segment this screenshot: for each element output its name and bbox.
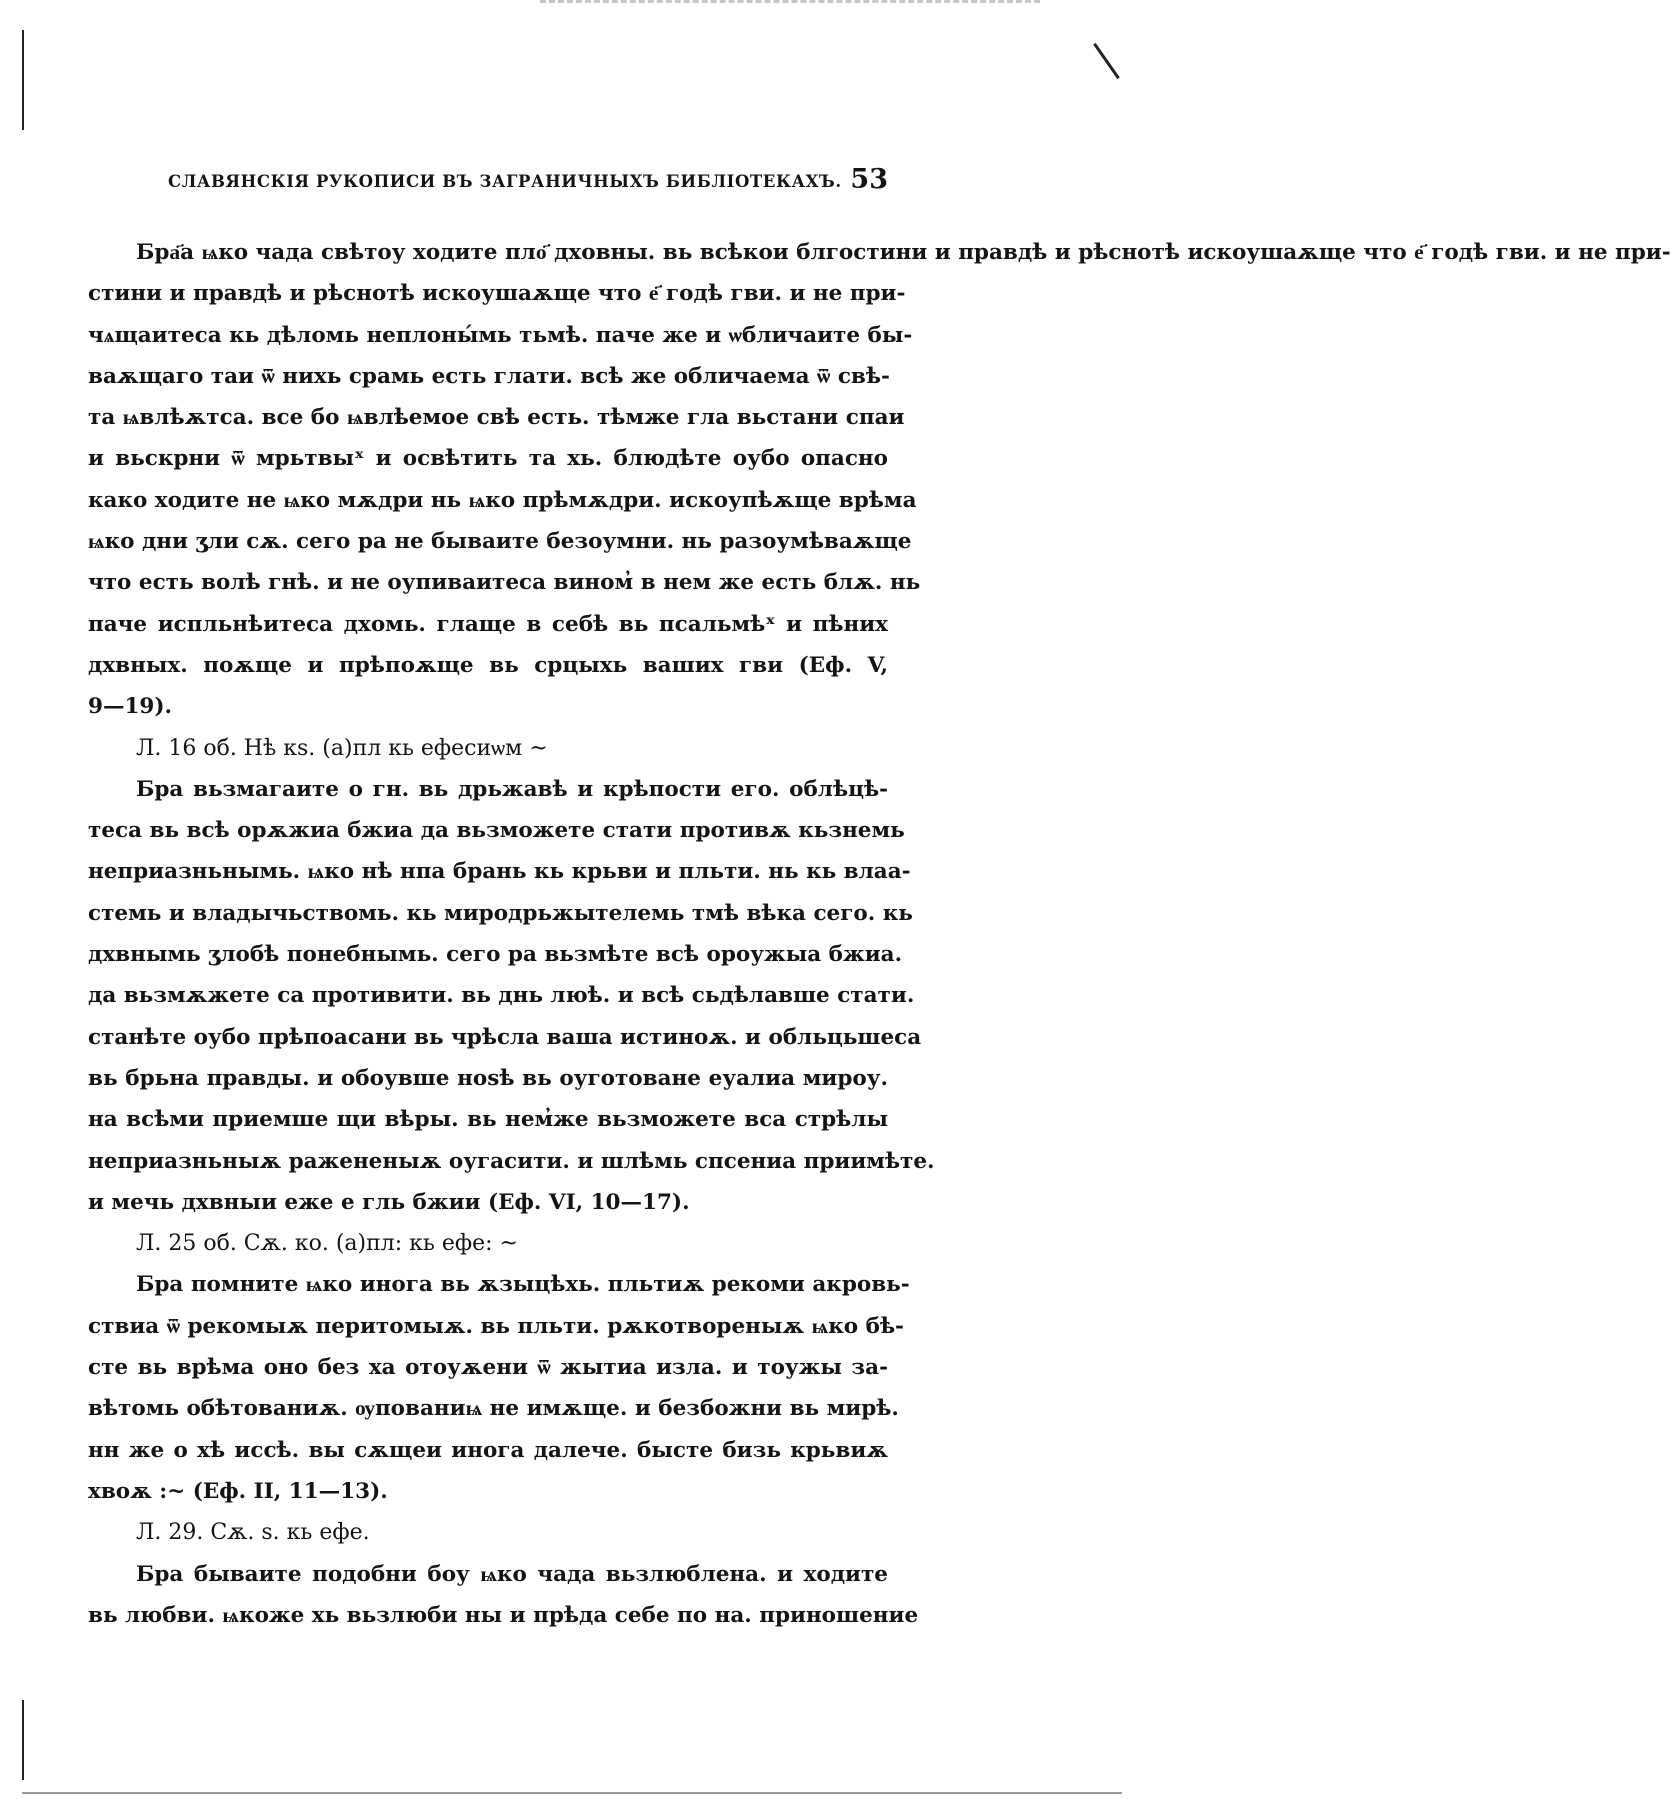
text-line: како ходите не ѩко мѫдри нь ѩко прѣмѫдри. искоупѣѫще врѣма [88,487,917,513]
scan-mark [1093,43,1120,79]
text-line: 9—19). [88,694,173,720]
text-line: неприазньныѫ ражененыѫ оугасити. и шлѣмь спсениа приимѣте. [88,1148,935,1174]
text-body [88,232,1671,1636]
text-line: дхвных. поѫще и прѣпоѫще вь срцыхь ваших гви (Еф. V, [88,652,888,678]
page-header [168,164,888,204]
text-line: паче испльнѣитеса дхомь. глаще в себѣ вь псальмѣˣ и пѣних [88,611,888,637]
text-line: на всѣми приемше щи вѣры. вь нем̓же вьзможете вса стрѣлы [88,1107,888,1133]
text-line: станѣте оубо прѣпоасани вь чрѣсла ваша истиноѫ. и обльцьшеса [88,1024,922,1050]
rubric-line: Л. 29. Сѫ. ѕ. кь ефе. [136,1520,370,1546]
rubric-line: Л. 16 об. Нѣ кѕ. (а)пл кь ефесиѡм ~ [136,735,548,761]
text-line: сте вь врѣма оно без ха отоуѫени ѿ жытиа изла. и тоужы за- [88,1355,888,1381]
text-line: дхвнымь ʒлобѣ понебнымь. сего ра вьзмѣте всѣ ороужыа бжиа. [88,942,903,968]
running-title: СЛАВЯНСКІЯ РУКОПИСИ ВЪ ЗАГРАНИЧНЫХЪ БИБЛІОТЕКАХЪ. [168,172,842,191]
text-line: неприазньнымь. ѩко нѣ нпа брань кь крьви и пльти. нь кь влаа- [88,859,911,885]
scan-edge-left [22,30,24,130]
text-line: ваѫщаго таи ѿ нихь срамь есть глати. всѣ же обличаема ѿ свѣ- [88,363,890,389]
text-line: теса вь всѣ орѫжиа бжиа да вьзможете стати противѫ кьзнемь [88,818,905,844]
text-line: ѩко дни ʒли сѫ. сего ра не бываите безоумни. нь разоумѣваѫще [88,529,912,555]
text-line: да вьзмѫжете са противити. вь днь люѣ. и всѣ сьдѣлавше стати. [88,983,915,1009]
scan-edge-left-lower [22,1700,24,1780]
page-number: 53 [850,164,888,195]
text-line: и мечь дхвныи еже е гль бжии (Еф. VI, 10—17). [88,1189,690,1215]
rubric-line: Л. 25 об. Сѫ. ко. (а)пл: кь ефе: ~ [136,1231,518,1257]
text-line: и вьскрни ѿ мрьтвыˣ и освѣтить та хь. блюдѣте оубо опасно [88,446,888,472]
text-line: вѣтомь обѣтованиѫ. ѹпованиѩ не имѫще. и безбожни вь мирѣ. [88,1396,899,1422]
text-line: Бра҃а ѩко чада свѣтоу ходите пло҃ дховны. вь всѣкои блгостини и правдѣ и рѣснотѣ искоушаѫще что е҃ годѣ гви. и не при- [136,240,1671,265]
scan-edge-top [540,0,1040,9]
text-line: вь брьна правды. и обоувше ноѕѣ вь оуготоване еуалиа мироу. [88,1065,888,1091]
text-line: что есть волѣ гнѣ. и не оупиваитеса вином̓ в нем же есть блѫ. нь [88,570,921,596]
text-line: нн же о хѣ иссѣ. вы сѫщеи инога далече. бысте бизь крьвиѫ [88,1437,888,1463]
text-line: ствиа ѿ рекомыѫ перитомыѫ. вь пльти. рѫкотвореныѫ ѩко бѣ- [88,1313,904,1339]
text-line: Бра помните ѩко инога вь ѫзыцѣхь. пльтиѫ рекоми акровь- [136,1272,910,1298]
text-line: стемь и владычьствомь. кь миродрьжытелемь тмѣ вѣка сего. кь [88,900,913,926]
scan-edge-bottom [22,1792,1122,1794]
text-line: та ѩвлѣѫтса. все бо ѩвлѣемое свѣ есть. тѣмже гла вьстани спаи [88,405,905,431]
text-line: стини и правдѣ и рѣснотѣ искоушаѫще что е҃ годѣ гви. и не при- [88,281,906,307]
text-line: Бра вьзмагаите о гн. вь дрьжавѣ и крѣпости его. облѣцѣ- [136,776,888,802]
text-line: чѧщаитеса кь дѣломь неплоны́мь тьмѣ. паче же и ѡбличаите бы- [88,322,913,348]
text-line: хвоѫ :~ (Еф. II, 11—13). [88,1478,388,1504]
text-line: вь любви. ѩкоже хь вьзлюби ны и прѣда себе по на. приношение [88,1602,919,1628]
text-line: Бра бываите подобни боу ѩко чада вьзлюблена. и ходите [136,1561,888,1587]
